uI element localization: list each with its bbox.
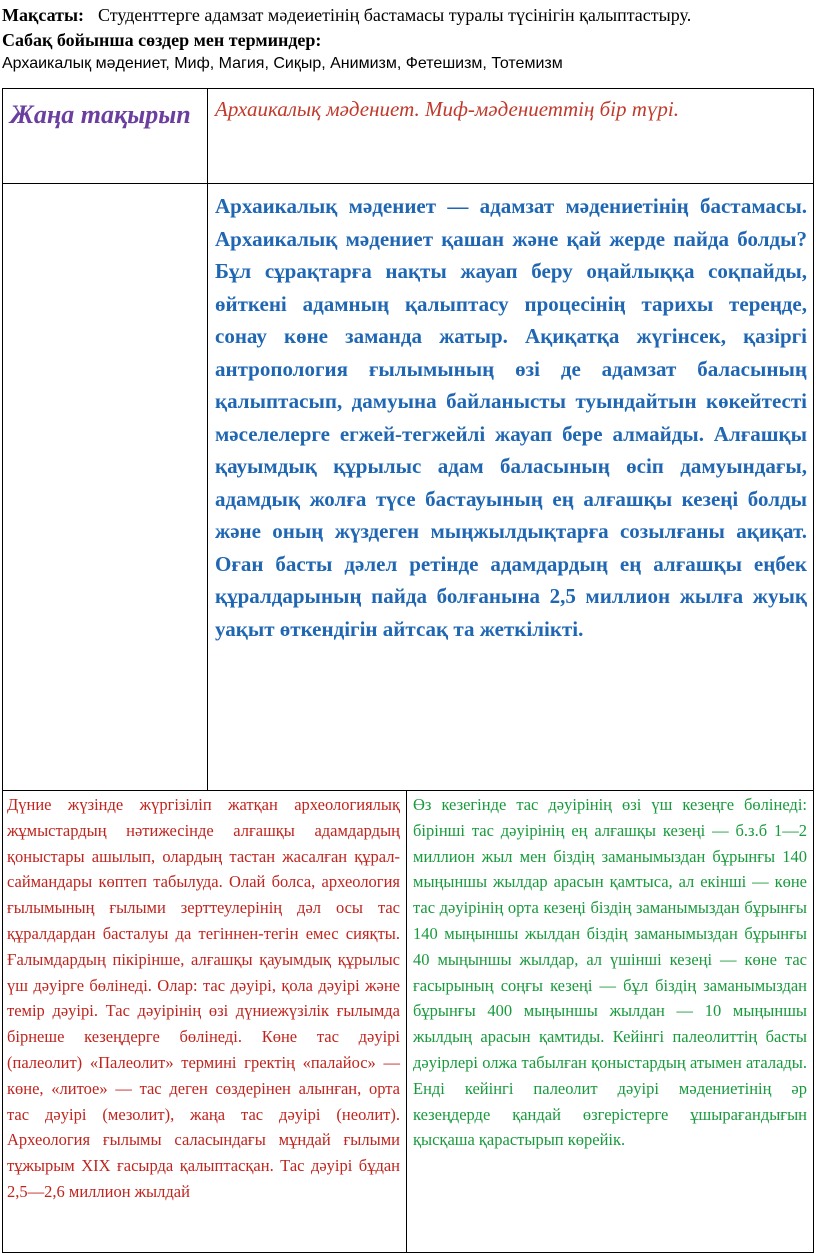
table-border-top (2, 88, 814, 89)
new-topic-label: Жаңа тақырып (10, 100, 191, 129)
table-row-divider-1 (2, 183, 814, 184)
main-paragraph: Архаикалық мәдениет — адамзат мәдениетінің бастамасы. Архаикалық мәдениет қашан және қай жерде пайда болды? Бұл сұрақтарға нақты жауап беру оңайлыққа соқпайды, өйткені адамның қалыптасу процесінің тарихы тереңде, сонау көне заманда жатыр. Ақиқатқа жүгінсек, қазіргі антропология ғылымының өзі де адамзат баласының қалыптасып, дамуына байланысты туындайтын көкейтесті мәселелерге егжей-тегжейлі жауап бере алмайды. Алғашқы қауымдық құрылыс адам баласының өсіп дамуындағы, адамдық жолға түсе бастауының ең алғашқы кезеңі болды және оның жүздеген мыңжылдықтарға созылғаны ақиқат. Оған басты дәлел ретінде адамдардың ең алғашқы еңбек құралдарының пайда болғанына 2,5 миллион жылға жуық уақыт өткендігін айтсақ та жеткілікті. (215, 194, 807, 641)
table-row-divider-2 (2, 790, 814, 791)
table-border-bottom (2, 1252, 814, 1253)
goal-line (2, 2, 814, 28)
right-column-text: Өз кезегінде тас дәуірінің өзі үш кезеңге бөлінеді: бірінші тас дәуірінің ең алғашқы кезеңі — б.з.б 1—2 миллион жыл мен біздің заманымыздан бұрынғы 140 мыңыншы жылдар арасын қамтыса, ал екінші — көне тас дәуірінің орта кезеңі біздің заманымыздан бұрынғы 140 мыңыншы жылдан біздің заманымыздан бұрынғы 40 мыңыншы жылдар, ал үшінші кезеңі — көне тас ғасырының соңғы кезеңі — бұл біздің заманымыздан бұрынғы 400 мыңыншы жылдан — 10 мыңыншы жылдың арасын қамтиды. Кейінгі палеолиттің басты дәуірлері олжа табылған қоныстардың атымен аталады. Енді кейінгі палеолит дәуірі мәдениетінің әр кезеңдерде қандай өзгерістерге ұшырағандығын қысқаша қарастырып көрейік. (413, 795, 807, 1150)
lesson-header (2, 0, 814, 76)
goal-label: Мақсаты: (2, 5, 84, 25)
goal-text: Студенттерге адамзат мәдеиетінің бастамасы туралы түсінігін қалыптастыру. (98, 5, 692, 25)
terms-list: Архаикалық мәдениет, Миф, Магия, Сиқыр, Анимизм, Фетешизм, Тотемизм (2, 55, 563, 72)
left-column-text: Дүние жүзінде жүргізіліп жатқан археологиялық жұмыстардың нәтижесінде алғашқы адамдардың қоныстары ашылып, олардың тастан жасалған құрал-саймандары көптеп табылуда. Олай болса, археология ғылымының ғылыми зерттеулерінің дәл осы тас құралдардан басталуы да тегіннен-тегін емес сияқты. Ғалымдардың пікірінше, алғашқы қауымдық құрылыс үш дәуірге бөлінеді. Олар: тас дәуірі, қола дәуірі және темір дәуірі. Тас дәуірінің өзі дүниежүзілік ғылымда бірнеше кезеңдерге бөлінеді. Көне тас дәуірі (палеолит) «Палеолит» термині гректің «палайос» — көне, «литое» — тас деген сөздерінен алынған, орта тас дәуірі (мезолит), жаңа тас дәуірі (неолит). Археология ғылымы саласындағы мұндай ғылыми тұжырым XIX ғасырда қалыптасқан. Тас дәуірі бұдан 2,5—2,6 миллион жылдай (7, 795, 400, 1201)
table-border-left (2, 88, 3, 1253)
topic-title: Архаикалық мәдениет. Миф-мәдениеттің бір түрі. (215, 97, 680, 121)
table-column-divider-bottom (406, 790, 407, 1253)
table-column-divider-top (207, 88, 208, 791)
table-border-right (813, 88, 814, 1253)
terms-label: Сабақ бойынша сөздер мен терминдер: (2, 30, 322, 50)
